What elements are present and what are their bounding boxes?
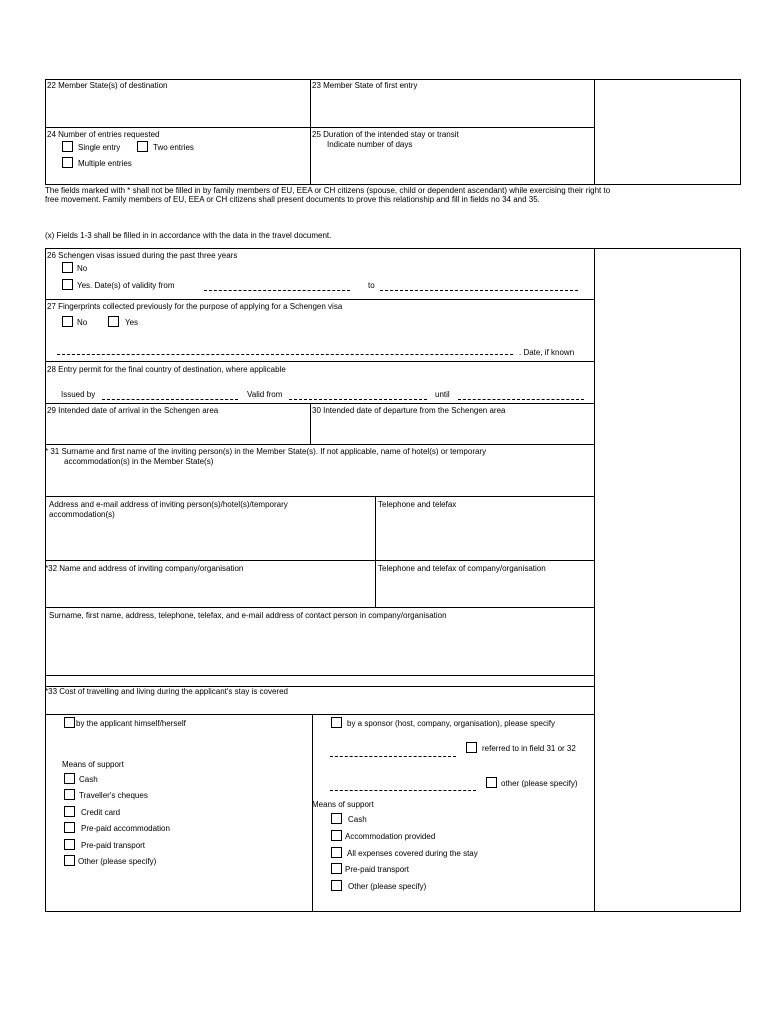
credit-card-label: Credit card <box>81 808 121 817</box>
other-sponsor-checkbox[interactable] <box>486 777 497 788</box>
schengen-visa-no-label: No <box>77 264 88 273</box>
until-label: until <box>435 390 450 399</box>
prepaid-accommodation-checkbox[interactable] <box>64 822 75 833</box>
sponsor-label: by a sponsor (host, company, organisation), please specify <box>347 719 555 728</box>
field-27-label: 27 Fingerprints collected previously for the purpose of applying for a Schengen visa <box>47 302 343 311</box>
prepaid-transport-sponsor-label: Pre-paid transport <box>345 865 410 874</box>
border <box>45 607 594 608</box>
border <box>45 444 594 445</box>
referred-field-label: referred to in field 31 or 32 <box>482 744 576 753</box>
validity-to-label: to <box>368 281 375 290</box>
field-25-sublabel: Indicate number of days <box>327 140 413 149</box>
single-entry-label: Single entry <box>78 143 121 152</box>
travel-document-note: (x) Fields 1-3 shall be filled in in accordance with the data in the travel document. <box>45 231 332 240</box>
field-23-label: 23 Member State of first entry <box>312 81 418 90</box>
inviting-telephone-label: Telephone and telefax <box>378 500 457 509</box>
cash-checkbox[interactable] <box>64 773 75 784</box>
travellers-cheques-checkbox[interactable] <box>64 789 75 800</box>
cash-sponsor-label: Cash <box>348 815 367 824</box>
border <box>45 403 594 404</box>
fingerprints-no-checkbox[interactable] <box>62 316 73 327</box>
cash-label: Cash <box>79 775 98 784</box>
schengen-visa-no-checkbox[interactable] <box>62 262 73 273</box>
family-members-note-2: free movement. Family members of EU, EEA or CH citizens shall present documents to prove this relationship and fill in fields no 34 and 35. <box>45 195 540 204</box>
other-left-checkbox[interactable] <box>64 855 75 866</box>
travellers-cheques-label: Traveller's cheques <box>79 791 148 800</box>
prepaid-transport-sponsor-checkbox[interactable] <box>331 863 342 874</box>
accommodation-provided-label: Accommodation provided <box>345 832 436 841</box>
inviting-address-sublabel: accommodation(s) <box>49 510 115 519</box>
contact-person-label: Surname, first name, address, telephone, telefax, and e-mail address of contact person in company/organisation <box>49 611 447 620</box>
other-sponsor-means-label: Other (please specify) <box>348 882 427 891</box>
border <box>45 714 594 715</box>
border <box>45 127 594 128</box>
border <box>45 299 594 300</box>
border <box>45 79 46 185</box>
means-of-support-right-label: Means of support <box>312 800 374 809</box>
border <box>45 248 741 249</box>
border <box>312 714 313 911</box>
until-line[interactable] <box>458 399 584 400</box>
field-31-label: * 31 Surname and first name of the inviting person(s) in the Member State(s). If not applicable, name of hotel(s) or temporary <box>45 447 487 456</box>
border <box>45 361 594 362</box>
border <box>594 248 595 912</box>
referred-field-checkbox[interactable] <box>466 742 477 753</box>
border <box>310 403 311 444</box>
field-24-label: 24 Number of entries requested <box>47 130 160 139</box>
sponsor-specify-line[interactable] <box>330 756 456 757</box>
field-31-sublabel: accommodation(s) in the Member State(s) <box>64 457 214 466</box>
prepaid-accommodation-label: Pre-paid accommodation <box>81 824 170 833</box>
fingerprints-yes-label: Yes <box>125 318 139 327</box>
field-25-label: 25 Duration of the intended stay or transit <box>312 130 459 139</box>
border <box>45 248 46 912</box>
prepaid-transport-checkbox[interactable] <box>64 839 75 850</box>
schengen-visa-yes-checkbox[interactable] <box>62 279 73 290</box>
border <box>45 79 741 80</box>
border <box>594 79 595 185</box>
border <box>45 184 741 185</box>
prepaid-transport-label: Pre-paid transport <box>81 841 146 850</box>
border <box>740 79 741 185</box>
self-funded-checkbox[interactable] <box>64 717 75 728</box>
issued-by-label: Issued by <box>61 390 96 399</box>
border <box>45 496 594 497</box>
border <box>310 79 311 185</box>
border <box>45 675 594 676</box>
border <box>45 560 594 561</box>
cash-sponsor-checkbox[interactable] <box>331 813 342 824</box>
two-entries-checkbox[interactable] <box>137 141 148 152</box>
valid-from-line[interactable] <box>289 399 427 400</box>
other-sponsor-line[interactable] <box>330 790 476 791</box>
accommodation-provided-checkbox[interactable] <box>331 830 342 841</box>
means-of-support-left-label: Means of support <box>62 760 124 769</box>
self-funded-label: by the applicant himself/herself <box>76 719 186 728</box>
field-30-label: 30 Intended date of departure from the Schengen area <box>312 406 506 415</box>
all-expenses-label: All expenses covered during the stay <box>347 849 478 858</box>
multiple-entries-checkbox[interactable] <box>62 157 73 168</box>
field-26-label: 26 Schengen visas issued during the past three years <box>47 251 238 260</box>
validity-from-line[interactable] <box>204 290 350 291</box>
field-32-label: *32 Name and address of inviting company/organisation <box>45 564 244 573</box>
inviting-address-label: Address and e-mail address of inviting person(s)/hotel(s)/temporary <box>49 500 288 509</box>
fingerprints-yes-checkbox[interactable] <box>108 316 119 327</box>
field-29-label: 29 Intended date of arrival in the Schengen area <box>47 406 219 415</box>
schengen-visa-yes-label: Yes. Date(s) of validity from <box>77 281 175 290</box>
border <box>740 248 741 912</box>
other-sponsor-means-checkbox[interactable] <box>331 880 342 891</box>
two-entries-label: Two entries <box>153 143 194 152</box>
field-22-label: 22 Member State(s) of destination <box>47 81 168 90</box>
credit-card-checkbox[interactable] <box>64 806 75 817</box>
border <box>45 911 741 912</box>
all-expenses-checkbox[interactable] <box>331 847 342 858</box>
valid-from-label: Valid from <box>247 390 283 399</box>
field-28-label: 28 Entry permit for the final country of destination, where applicable <box>47 365 286 374</box>
other-sponsor-label: other (please specify) <box>501 779 578 788</box>
validity-to-line[interactable] <box>380 290 578 291</box>
fingerprints-no-label: No <box>77 318 88 327</box>
other-left-label: Other (please specify) <box>78 857 157 866</box>
multiple-entries-label: Multiple entries <box>78 159 132 168</box>
field-33-label: *33 Cost of travelling and living during the applicant's stay is covered <box>45 687 288 696</box>
sponsor-checkbox[interactable] <box>331 717 342 728</box>
fingerprints-date-line[interactable] <box>57 354 513 355</box>
single-entry-checkbox[interactable] <box>62 141 73 152</box>
family-members-note: The fields marked with * shall not be filled in by family members of EU, EEA or CH citizens (spouse, child or dependent ascendant) while exercising their right to <box>45 186 611 195</box>
border <box>375 496 376 608</box>
issued-by-line[interactable] <box>102 399 238 400</box>
fingerprints-date-label: . Date, if known <box>519 348 575 357</box>
company-telephone-label: Telephone and telefax of company/organisation <box>378 564 546 573</box>
